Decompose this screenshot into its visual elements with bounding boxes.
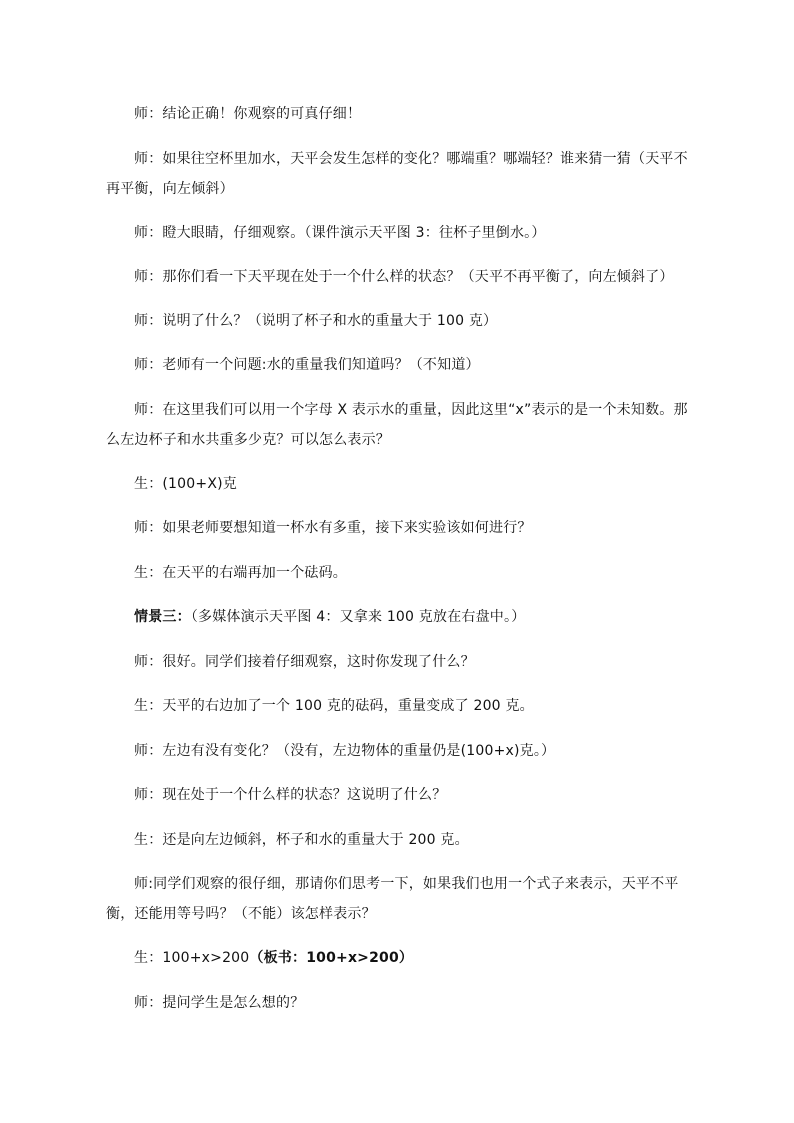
paragraph-text: 师：提问学生是怎么想的？ bbox=[134, 995, 305, 1011]
paragraph-text: 生：在天平的右端再加一个砝码。 bbox=[134, 565, 347, 581]
paragraph-text: 师：说明了什么？（说明了杯子和水的重量大于 100 克） bbox=[134, 313, 498, 329]
paragraph-12 bbox=[106, 647, 696, 677]
paragraph-text: 师：很好。同学们接着仔细观察，这时你发现了什么？ bbox=[134, 654, 475, 670]
paragraph-15 bbox=[106, 780, 696, 810]
paragraph-10 bbox=[106, 558, 696, 588]
paragraph-18 bbox=[106, 943, 696, 973]
paragraph-text: 师：瞪大眼睛，仔细观察。（课件演示天平图 3：往杯子里倒水。） bbox=[134, 225, 546, 241]
paragraph-16 bbox=[106, 825, 696, 855]
paragraph-5 bbox=[106, 306, 696, 336]
paragraph-text: 生：还是向左边倾斜，杯子和水的重量大于 200 克。 bbox=[134, 832, 469, 848]
paragraph-4 bbox=[106, 262, 696, 292]
paragraph-text: 生：(100+X)克 bbox=[134, 476, 237, 492]
paragraph-14 bbox=[106, 736, 696, 766]
paragraph-7 bbox=[106, 395, 696, 455]
paragraph-3 bbox=[106, 218, 696, 248]
paragraph-text: 师：那你们看一下天平现在处于一个什么样的状态？（天平不再平衡了，向左倾斜了） bbox=[134, 269, 674, 285]
paragraph-6 bbox=[106, 350, 696, 380]
paragraph-9 bbox=[106, 513, 696, 543]
board-note: （板书：100+x>200） bbox=[249, 950, 414, 966]
paragraph-8 bbox=[106, 469, 696, 499]
paragraph-13 bbox=[106, 691, 696, 721]
paragraph-text: 师：老师有一个问题:水的重量我们知道吗？（不知道） bbox=[134, 357, 480, 373]
paragraph-19 bbox=[106, 988, 696, 1018]
paragraph-11 bbox=[106, 602, 696, 632]
paragraph-text: 师：如果老师要想知道一杯水有多重，接下来实验该如何进行？ bbox=[134, 520, 532, 536]
paragraph-2 bbox=[106, 144, 696, 204]
paragraph-text: 师：现在处于一个什么样的状态？这说明了什么？ bbox=[134, 787, 447, 803]
paragraph-1 bbox=[106, 99, 696, 129]
paragraph-text: （多媒体演示天平图 4：又拿来 100 克放在右盘中。） bbox=[190, 609, 526, 625]
scene-label: 情景三： bbox=[134, 609, 191, 625]
paragraph-17 bbox=[106, 869, 696, 929]
paragraph-text: 师：结论正确！你观察的可真仔细！ bbox=[134, 106, 362, 122]
paragraph-text: 生：天平的右边加了一个 100 克的砝码，重量变成了 200 克。 bbox=[134, 698, 534, 714]
paragraph-text: 生：100+x>200 bbox=[134, 950, 250, 966]
paragraph-text: 师:同学们观察的很仔细，那请你们思考一下，如果我们也用一个式子来表示，天平不平衡，还能用等号吗？（不能）该怎样表示？ bbox=[106, 876, 679, 922]
paragraph-text: 师：左边有没有变化？（没有，左边物体的重量仍是(100+x)克。） bbox=[134, 743, 556, 759]
paragraph-text: 师：如果往空杯里加水，天平会发生怎样的变化？哪端重？哪端轻？谁来猜一猜（天平不再平衡，向左倾斜） bbox=[106, 151, 688, 197]
paragraph-text: 师：在这里我们可以用一个字母 X 表示水的重量，因此这里“x”表示的是一个未知数。那么左边杯子和水共重多少克？可以怎么表示？ bbox=[106, 402, 688, 448]
